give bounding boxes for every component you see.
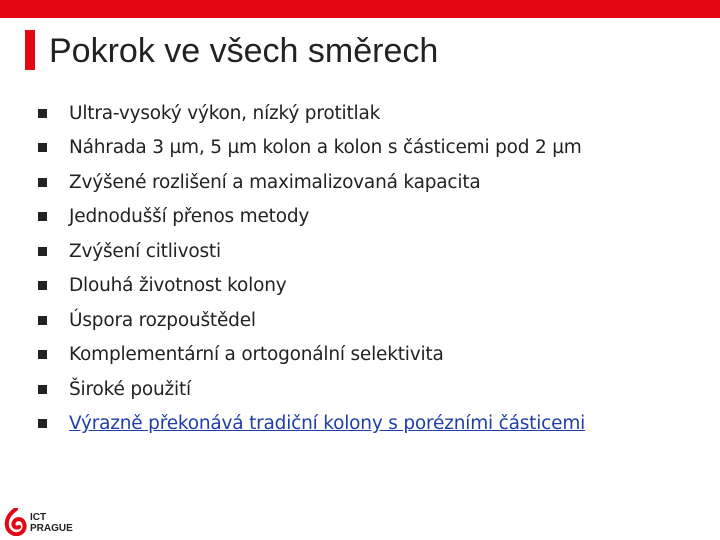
bullet-square-icon — [38, 385, 47, 394]
bullet-item — [38, 372, 585, 407]
bullet-item — [38, 131, 585, 166]
bullet-square-icon — [38, 247, 47, 256]
ict-prague-logo — [4, 506, 94, 538]
bullet-list — [38, 96, 585, 441]
bullet-item — [38, 200, 585, 235]
slide-title: Pokrok ve všech směrech — [49, 32, 439, 70]
bullet-item — [38, 303, 585, 338]
logo-text-line1: ICT — [30, 512, 47, 523]
bullet-item — [38, 338, 585, 373]
bullet-square-icon — [38, 178, 47, 187]
logo-text-line2: PRAGUE — [30, 523, 73, 534]
bullet-square-icon — [38, 143, 47, 152]
bullet-square-icon — [38, 109, 47, 118]
bullet-text: Náhrada 3 µm, 5 µm kolon a kolon s částicemi pod 2 µm — [69, 137, 582, 159]
bullet-text: Ultra-vysoký výkon, nízký protitlak — [69, 102, 381, 124]
top-accent-bar — [0, 0, 720, 18]
bullet-square-icon — [38, 419, 47, 428]
bullet-square-icon — [38, 316, 47, 325]
bullet-item[interactable] — [38, 407, 585, 442]
bullet-item — [38, 269, 585, 304]
bullet-square-icon — [38, 281, 47, 290]
bullet-item — [38, 234, 585, 269]
bullet-square-icon — [38, 212, 47, 221]
bullet-item — [38, 165, 585, 200]
bullet-item — [38, 96, 585, 131]
bullet-text: Zvýšení citlivosti — [69, 240, 221, 262]
bullet-text: Široké použití — [69, 378, 191, 400]
title-accent-marker — [25, 30, 35, 70]
bullet-text: Komplementární a ortogonální selektivita — [69, 344, 444, 366]
bullet-text: Úspora rozpouštědel — [69, 309, 256, 331]
bullet-square-icon — [38, 350, 47, 359]
bullet-text: Jednodušší přenos metody — [69, 206, 310, 228]
ict-prague-logo-icon — [4, 508, 28, 536]
bullet-link[interactable]: Výrazně překonává tradiční kolony s porézními částicemi — [69, 413, 586, 435]
bullet-text: Zvýšené rozlišení a maximalizovaná kapacita — [69, 171, 481, 193]
bullet-text: Dlouhá životnost kolony — [69, 275, 287, 297]
